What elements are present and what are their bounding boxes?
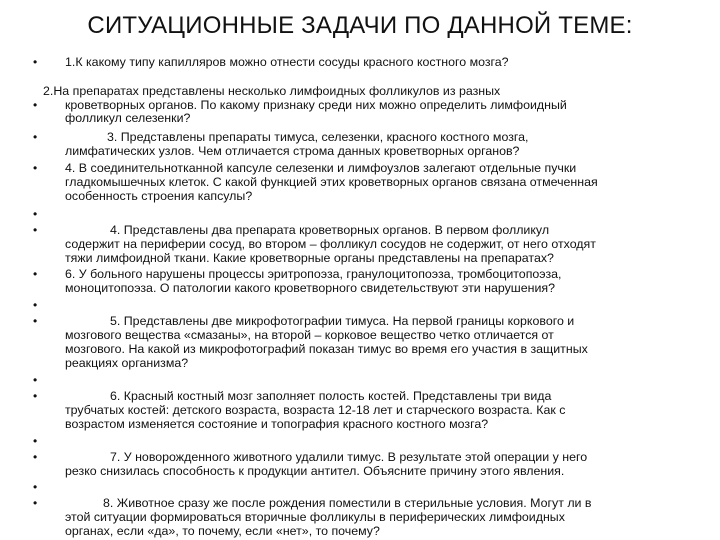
question-2-line: кроветворных органов. По какому признаку среди них можно определить лимфоидный [65,98,567,112]
bullet-marker: • [33,223,38,237]
bullet-marker: • [33,389,38,403]
question-4a-line: 4. В соединительнотканной капсуле селезенки и лимфоузлов залегают отдельные пучки [65,161,577,175]
bullet-marker: • [33,55,38,69]
bullet-marker: • [33,161,38,175]
question-3-line: 3. Представлены препараты тимуса, селезенки, красного костного мозга, [107,130,529,144]
question-8-line: этой ситуации формироваться вторичные фолликулы в периферических лимфоидных [65,510,565,524]
slide-title: СИТУАЦИОННЫЕ ЗАДАЧИ ПО ДАННОЙ ТЕМЕ: [87,12,633,39]
bullet-marker: • [33,450,38,464]
question-2-intro: 2.На препаратах представлены несколько лимфоидных фолликулов из разных [43,84,501,98]
question-7-line: резко снизилась способность к продукции антител. Объясните причину этого явления. [65,464,565,478]
bullet-marker: • [33,98,38,112]
question-6b-line: 6. Красный костный мозг заполняет полость костей. Представлены три вида [110,389,552,403]
question-2-line: фолликул селезенки? [65,111,191,125]
question-4b-line: содержит на периферии сосуд, во втором – фолликул сосудов не содержит, от него отходят [65,237,596,251]
bullet-marker: • [33,130,38,144]
question-6a-line: моноцитопоэза. О патологии какого кроветворного свидетельствуют эти нарушения? [65,281,556,295]
question-6b-line: возрастом изменяется состояние и топография красного костного мозга? [65,417,489,431]
question-5-line: реакциях организма? [65,356,189,370]
question-5-line: мозгового вещества «смазаны», на второй – корковое вещество четко отличается от [65,328,554,342]
question-5-line: мозгового. На какой из микрофотографий показан тимус во время его участия в защитных [65,342,588,356]
question-4b-line: 4. Представлены два препарата кроветворных органов. В первом фолликул [110,223,550,237]
question-6b-line: трубчатых костей: детского возраста, возраста 12-18 лет и старческого возраста. Как с [65,403,566,417]
bullet-marker: • [33,267,38,281]
question-6a-line: 6. У больного нарушены процессы эритропоэза, гранулоцитопоэза, тромбоцитопоэза, [65,267,562,281]
question-5-line: 5. Представлены две микрофотографии тимуса. На первой границы коркового и [110,314,575,328]
question-3-line: лимфатических узлов. Чем отличается строма данных кроветворных органов? [65,144,520,158]
bullet-marker: • [33,207,38,221]
question-7-line: 7. У новорожденного животного удалили тимус. В результате этой операции у него [110,450,588,464]
bullet-marker: • [33,480,38,494]
question-4a-line: гладкомышечных клеток. С какой функцией этих кроветворных органов связана отмеченная [65,175,598,189]
bullet-marker: • [33,434,38,448]
question-8-line: органах, если «да», то почему, если «нет», то почему? [65,524,380,538]
question-8-line: 8. Животное сразу же после рождения поместили в стерильные условия. Могут ли в [103,496,592,510]
bullet-marker: • [33,373,38,387]
bullet-marker: • [33,496,38,510]
bullet-marker: • [33,298,38,312]
question-4a-line: особенность строения капсулы? [65,189,253,203]
bullet-marker: • [33,314,38,328]
question-4b-line: тяжи лимфоидной ткани. Какие кроветворные органы представлены на препаратах? [65,251,554,265]
question-1: 1.К какому типу капилляров можно отнести сосуды красного костного мозга? [65,55,509,69]
